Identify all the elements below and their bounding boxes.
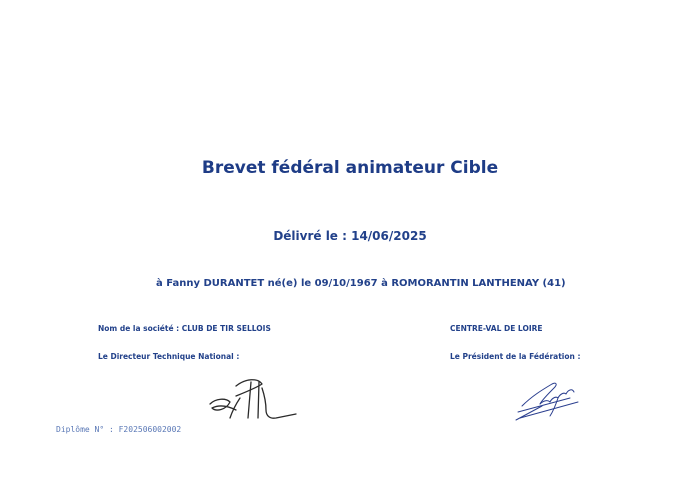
director-signature — [206, 374, 298, 424]
recipient-line: à Fanny DURANTET né(e) le 09/10/1967 à ROMORANTIN LANTHENAY (41) — [156, 278, 566, 289]
president-label: Le Président de la Fédération : — [450, 352, 581, 361]
certificate-title: Brevet fédéral animateur Cible — [201, 158, 499, 178]
president-signature — [512, 376, 582, 424]
director-label: Le Directeur Technique National : — [98, 352, 240, 361]
diploma-number: Diplôme N° : F202506002002 — [56, 425, 182, 434]
society-name: Nom de la société : CLUB DE TIR SELLOIS — [98, 324, 271, 333]
delivery-date: Délivré le : 14/06/2025 — [273, 229, 427, 243]
region-name: CENTRE-VAL DE LOIRE — [450, 324, 543, 333]
